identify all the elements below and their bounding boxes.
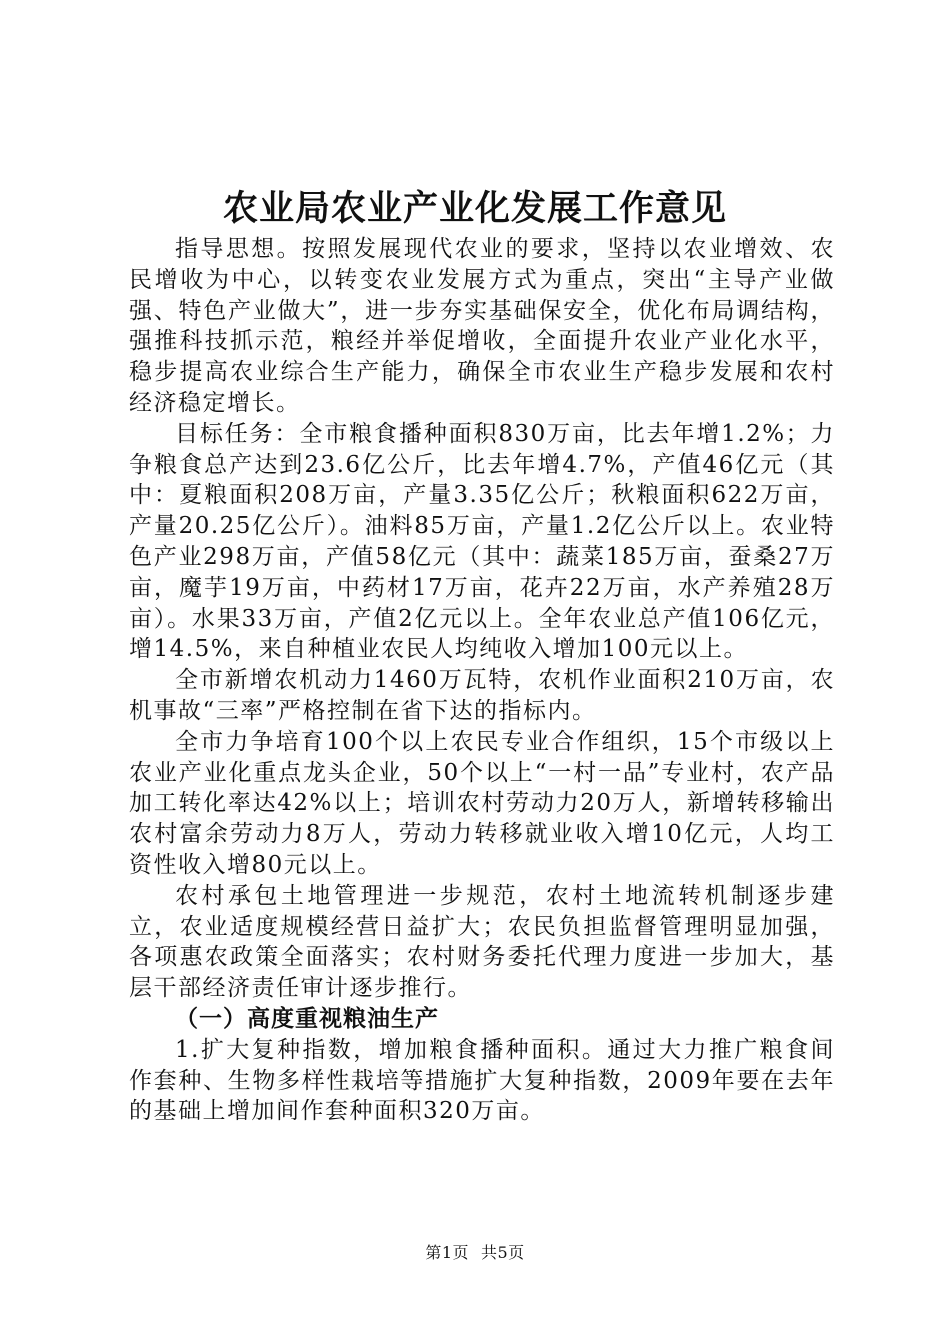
paragraph-agri-machinery: 全市新增农机动力1460万瓦特，农机作业面积210万亩，农机事故“三率”严格控制在省下达的指标内。 <box>129 667 835 724</box>
page-total: 共5页 <box>481 1243 525 1262</box>
paragraph-land-management: 农村承包土地管理进一步规范，农村土地流转机制逐步建立，农业适度规模经营日益扩大；农民负担监督管理明显加强，各项惠农政策全面落实；农村财务委托代理力度进一步加大，基层干部经济责任审计逐步推行。 <box>129 882 835 1002</box>
paragraph-section-item-1: 1.扩大复种指数，增加粮食播种面积。通过大力推广粮食间作套种、生物多样性栽培等措施扩大复种指数，2009年要在去年的基础上增加间作套种面积320万亩。 <box>129 1036 835 1125</box>
paragraph-cooperatives: 全市力争培育100个以上农民专业合作组织，15个市级以上农业产业化重点龙头企业，50个以上“一村一品”专业村，农产品加工转化率达42%以上；培训农村劳动力20万人，新增转移输出农村富余劳动力8万人，劳动力转移就业收入增10亿元，人均工资性收入增80元以上。 <box>129 728 835 878</box>
document-body <box>129 234 835 1127</box>
paragraph-guiding-ideology: 指导思想。按照发展现代农业的要求，坚持以农业增效、农民增收为中心，以转变农业发展方式为重点，突出“主导产业做强、特色产业做大”，进一步夯实基础保安全，优化布局调结构，强推科技抓示范，粮经并举促增收，全面提升农业产业化水平，稳步提高农业综合生产能力，确保全市农业生产稳步发展和农村经济稳定增长。 <box>129 236 835 416</box>
paragraph-target-tasks: 目标任务：全市粮食播种面积830万亩，比去年增1.2%；力争粮食总产达到23.6亿公斤，比去年增4.7%，产值46亿元（其中：夏粮面积208万亩，产量3.35亿公斤；秋粮面积622万亩，产量20.25亿公斤）。油料85万亩，产量1.2亿公斤以上。农业特色产业298万亩，产值58亿元（其中：蔬菜185万亩，蚕桑27万亩，魔芋19万亩，中药材17万亩，花卉22万亩，水产养殖28万亩）。水果33万亩，产值2亿元以上。全年农业总产值106亿元，增14.5%，来自种植业农民人均纯收入增加100元以上。 <box>129 420 835 663</box>
page-footer <box>0 1242 950 1264</box>
section-heading: （一）高度重视粮油生产 <box>175 1005 439 1032</box>
page-number: 第1页 <box>425 1243 469 1262</box>
document-title: 农业局农业产业化发展工作意见 <box>222 189 727 229</box>
